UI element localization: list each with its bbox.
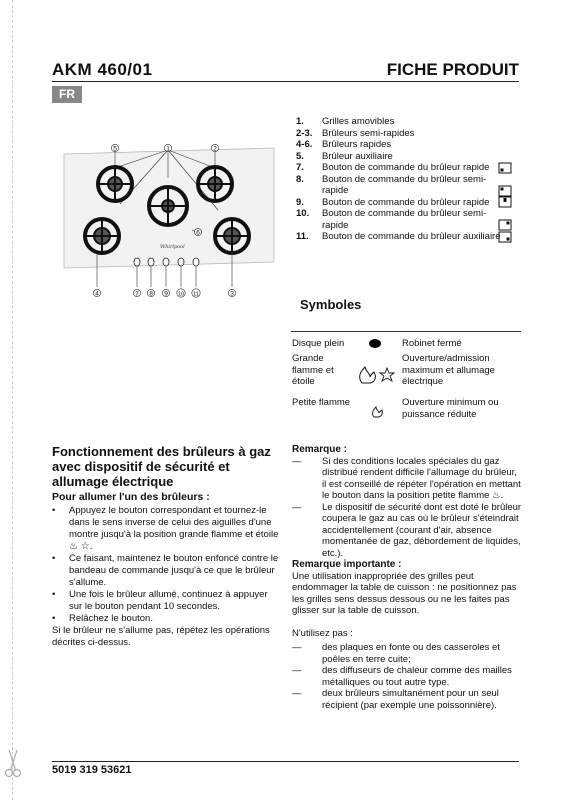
symbol-meaning-min: Ouverture minimum ou puissance réduite [402, 397, 499, 420]
large-flame-star-icon [356, 363, 400, 385]
legend-item: 1. Grilles amovibles [296, 116, 395, 127]
callout-8: 8 [149, 290, 153, 298]
symbol-meaning-closed: Robinet fermé [402, 338, 462, 349]
list-item: — des diffuseurs de chaleur comme des mailles métalliques ou tout autre type. [292, 665, 512, 688]
footer-rule [52, 761, 519, 762]
operation-section [52, 444, 282, 649]
operation-subtitle: Pour allumer l'un des brûleurs : [52, 491, 210, 503]
legend-item: 4-6. Brûleurs rapides [296, 139, 392, 150]
symbol-name-large-flame: Grande flamme et étoile [292, 353, 334, 387]
remarks-section [292, 444, 522, 711]
list-item: — Le dispositif de sécurité dont est doté le brûleur coupera le gaz au cas où le brûleur s'éteindrait accidentellement (courant d'air, absence momentanée de gaz, débordement de liquides, etc.). [292, 501, 522, 559]
list-item: • Ce faisant, maintenez le bouton enfoncé contre le bandeau de commande jusqu'à ce que le brûleur s'allume. [52, 553, 279, 588]
legend-item: 2-3. Brûleurs semi-rapides [296, 127, 415, 139]
callout-5: 5 [113, 145, 117, 153]
symbol-meaning-max: Ouverture/admission maximum et allumage électrique [402, 353, 495, 387]
list-item: — des plaques en fonte ou des casseroles et poêles en terre cuite; [292, 642, 500, 665]
legend-item: 8. Bouton de commande du brûleur semi-rapide [296, 174, 526, 197]
operation-title: Fonctionnement des brûleurs à gaz avec dispositif de sécurité et allumage électrique [52, 444, 271, 489]
burner-center-icon [498, 196, 512, 208]
document-code: 5019 319 53621 [52, 764, 132, 776]
remark-title: Remarque : [292, 444, 348, 455]
list-item: • Relâchez le bouton. [52, 613, 153, 624]
full-disc-icon [369, 339, 381, 348]
list-item: • Appuyez le bouton correspondant et tournez-le dans le sens inverse de celui des aiguilles d'une montre jusqu'à la position grande flamme et étoile ♨ ☆. [52, 505, 279, 552]
symbols-rule [291, 331, 521, 332]
scissors-icon [4, 748, 22, 778]
burner-bottom-right-icon [498, 231, 512, 243]
large-flame-star-icon: ♨ ☆. [69, 541, 93, 552]
no-use-title: N'utilisez pas : [292, 627, 353, 639]
list-item: • Une fois le brûleur allumé, continuez à appuyer sur le bouton pendant 10 secondes. [52, 589, 268, 612]
callout-6: 6 [196, 229, 200, 237]
operation-footer: Si le brûleur ne s'allume pas, répétez les opérations décrites ci-dessus. [52, 625, 270, 648]
burner-top-right [198, 167, 232, 201]
symbol-name-small-flame: Petite flamme [292, 397, 351, 408]
callout-11: 11 [193, 291, 199, 298]
doc-type-title: FICHE PRODUIT [386, 60, 519, 79]
callout-9: 9 [164, 290, 168, 298]
legend-item: 11. Bouton de commande du brûleur auxiliaire [296, 231, 526, 243]
callout-7: 7 [135, 290, 139, 298]
legend-item: 7. Bouton de commande du brûleur rapide [296, 162, 526, 174]
callout-1: 1 [166, 145, 170, 153]
list-item: — Si des conditions locales spéciales du gaz distribué rendent difficile l'allumage du brûleur, il est conseillé de répéter l'opération en mettant le bouton dans la position petite flamme ♨. [292, 455, 521, 501]
small-flame-icon: ♨. [492, 490, 504, 501]
callout-4: 4 [95, 290, 99, 298]
burner-bottom-left [85, 219, 119, 253]
cut-line [12, 0, 14, 800]
important-text: Une utilisation inappropriée des grilles peut endommager la table de cuisson : ne positionnez pas les grilles sens dessus dessous ou ne les faites pas glisser sur la table de cuisson. [292, 570, 517, 616]
burner-center [149, 187, 187, 225]
important-title: Remarque importante : [292, 559, 402, 570]
list-item: — deux brûleurs simultanément pour un seul récipient (par exemple une poissonnière). [292, 688, 499, 711]
burner-bottom-right [215, 219, 249, 253]
brand-logo: Whirlpool [160, 244, 185, 250]
parts-legend [296, 116, 526, 243]
burner-top-left [98, 167, 132, 201]
callout-10: 10 [177, 291, 185, 298]
header-rule [52, 81, 519, 82]
burner-bottom-left-icon [498, 162, 512, 174]
callout-2: 2 [213, 145, 217, 153]
symbols-title: Symboles [300, 297, 362, 312]
legend-item: 5. Brûleur auxiliaire [296, 150, 393, 162]
small-flame-icon [370, 404, 384, 418]
legend-item: 10. Bouton de commande du brûleur semi-rapide [296, 208, 526, 231]
burner-top-left-icon [498, 185, 512, 197]
burner-top-right-icon [498, 219, 512, 231]
model-title: AKM 460/01 [52, 60, 153, 79]
callout-3: 3 [230, 290, 234, 298]
symbol-name-full-disc: Disque plein [292, 338, 345, 349]
legend-item: 9. Bouton de commande du brûleur rapide [296, 197, 526, 209]
hob-diagram [60, 144, 278, 304]
language-badge: FR [52, 86, 82, 103]
